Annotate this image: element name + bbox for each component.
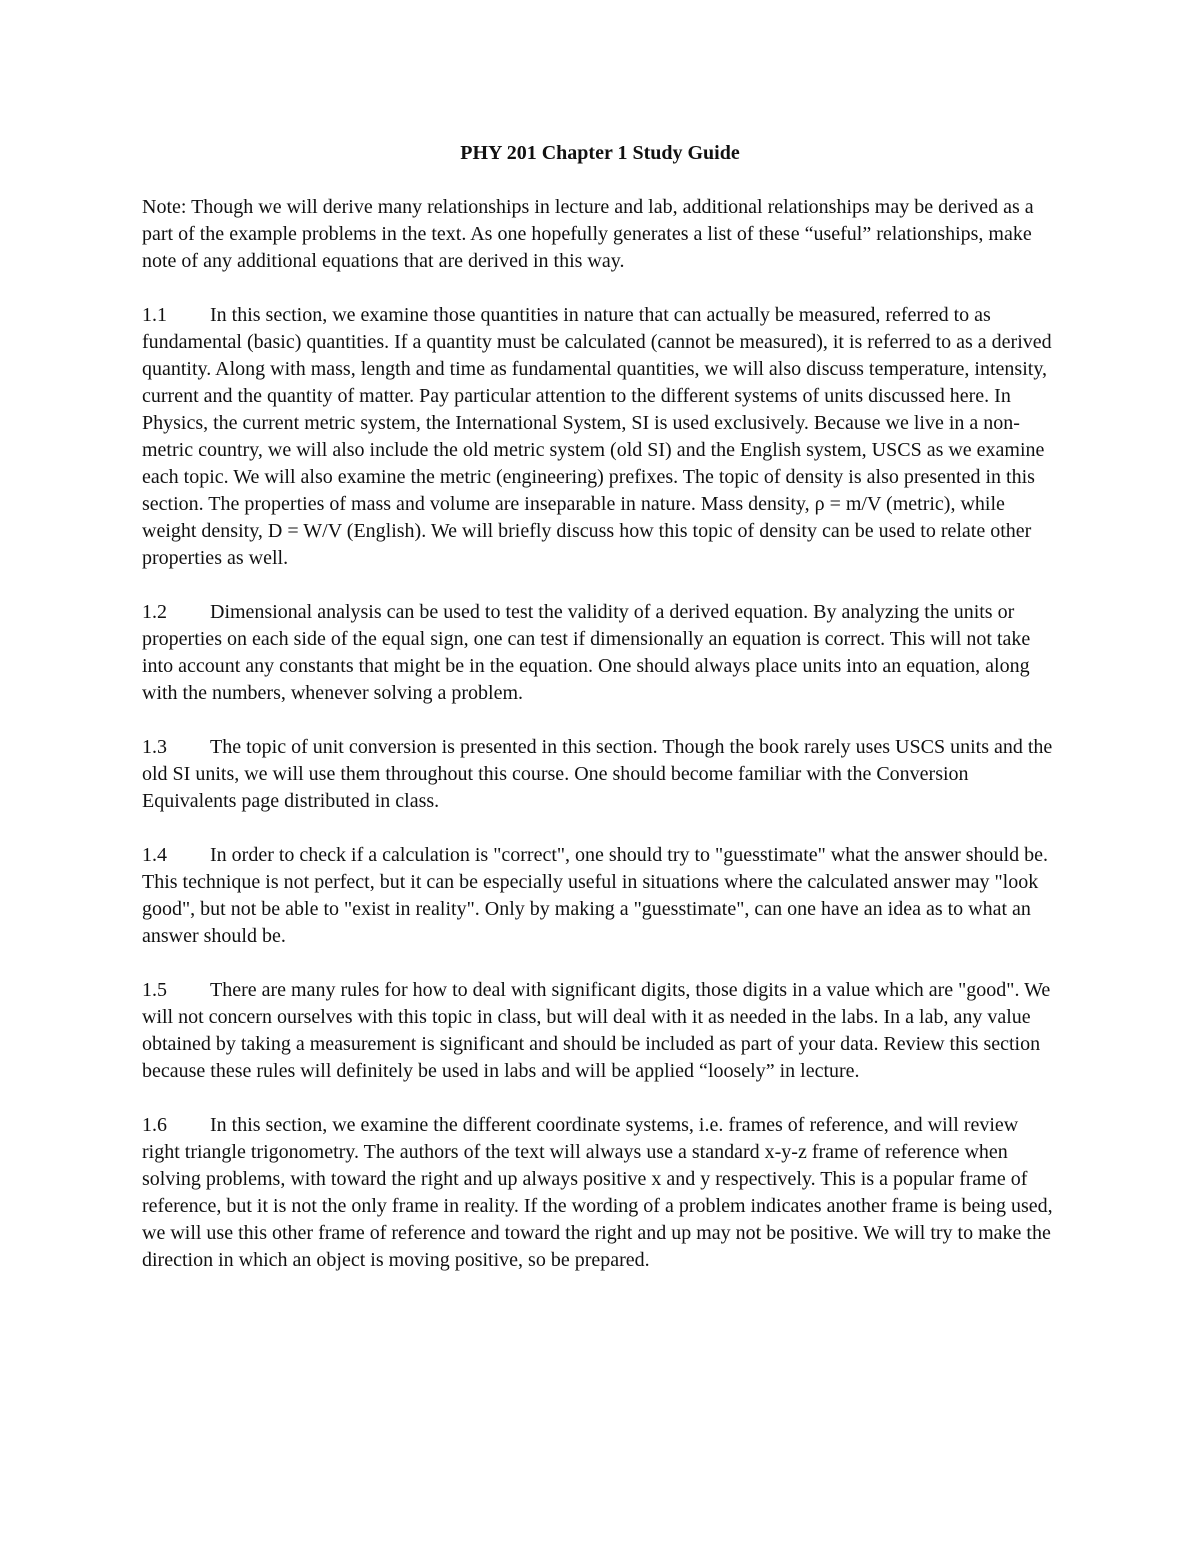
section-1-5 <box>142 977 1058 1085</box>
section-text: In this section, we examine the different coordinate systems, i.e. frames of reference, and will review right triangle trigonometry. The authors of the text will always use a standard x-y-z frame of reference when solving problems, with toward the right and up always positive x and y respectively. This is a popular frame of reference, but it is not the only frame in reality. If the wording of a problem indicates another frame is being used, we will use this other frame of reference and toward the right and up may not be positive. We will try to make the direction in which an object is moving positive, so be prepared. <box>142 1114 1053 1271</box>
note-paragraph: Note: Though we will derive many relationships in lecture and lab, additional relationships may be derived as a part of the example problems in the text. As one hopefully generates a list of these “useful” relationships, make note of any additional equations that are derived in this way. <box>142 196 1034 272</box>
section-text: In this section, we examine those quantities in nature that can actually be measured, referred to as fundamental (basic) quantities. If a quantity must be calculated (cannot be measured), it is referred to as a derived quantity. Along with mass, length and time as fundamental quantities, we will also discuss temperature, intensity, current and the quantity of matter. Pay particular attention to the different systems of units discussed here. In Physics, the current metric system, the International System, SI is used exclusively. Because we live in a non-metric country, we will also include the old metric system (old SI) and the English system, USCS as we examine each topic. We will also examine the metric (engineering) prefixes. The topic of density is also presented in this section. The properties of mass and volume are inseparable in nature. Mass density, ρ = m/V (metric), while weight density, D = W/V (English). We will briefly discuss how this topic of density can be used to relate other properties as well. <box>142 304 1052 569</box>
section-number: 1.1 <box>142 304 167 326</box>
section-number: 1.4 <box>142 844 167 866</box>
section-text: Dimensional analysis can be used to test the validity of a derived equation. By analyzing the units or properties on each side of the equal sign, one can test if dimensionally an equation is correct. This will not take into account any constants that might be in the equation. One should always place units into an equation, along with the numbers, whenever solving a problem. <box>142 601 1031 704</box>
study-guide-page <box>142 140 1058 1301</box>
section-1-6 <box>142 1112 1058 1274</box>
section-number: 1.6 <box>142 1114 167 1136</box>
section-number: 1.2 <box>142 601 167 623</box>
section-number: 1.5 <box>142 979 167 1001</box>
section-1-2 <box>142 599 1058 707</box>
section-1-3 <box>142 734 1058 815</box>
section-text: In order to check if a calculation is "correct", one should try to "guesstimate" what the answer should be. This technique is not perfect, but it can be especially useful in situations where the calculated answer may "look good", but not be able to "exist in reality". Only by making a "guesstimate", can one have an idea as to what an answer should be. <box>142 844 1048 947</box>
section-text: There are many rules for how to deal with significant digits, those digits in a value which are "good". We will not concern ourselves with this topic in class, but will deal with it as needed in the labs. In a lab, any value obtained by taking a measurement is significant and should be included as part of your data. Review this section because these rules will definitely be used in labs and will be applied “loosely” in lecture. <box>142 979 1051 1082</box>
section-1-1 <box>142 302 1058 572</box>
section-number: 1.3 <box>142 736 167 758</box>
section-text: The topic of unit conversion is presented in this section. Though the book rarely uses USCS units and the old SI units, we will use them throughout this course. One should become familiar with the Conversion Equivalents page distributed in class. <box>142 736 1053 812</box>
page-title: PHY 201 Chapter 1 Study Guide <box>460 142 740 164</box>
section-1-4 <box>142 842 1058 950</box>
